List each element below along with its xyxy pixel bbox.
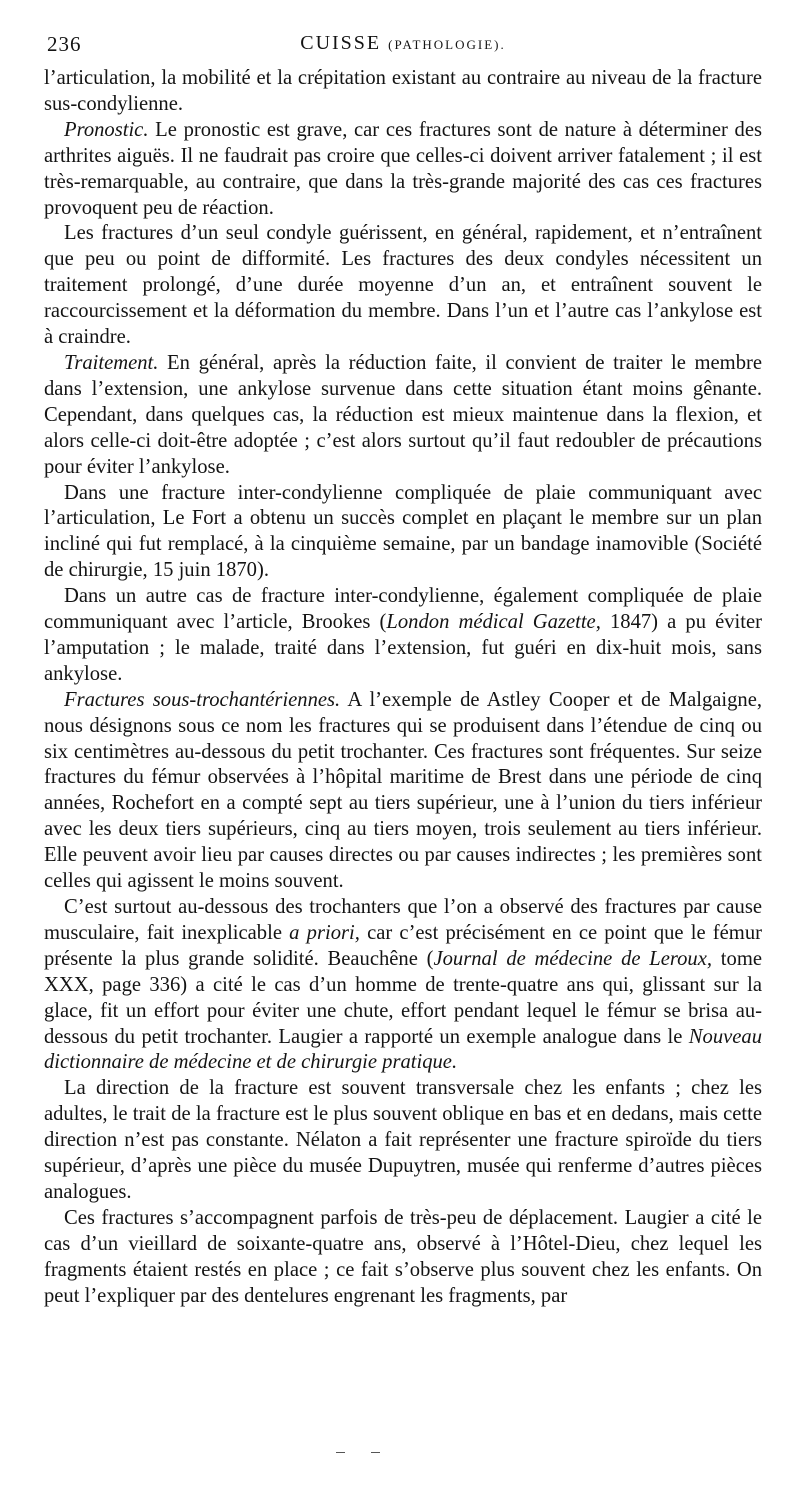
section-lead-pronostic: Pronostic.	[64, 118, 149, 141]
paragraph-traitement: Traitement. En général, après la réduction faite, il convient de traiter le membre dans l’extension, une ankylose survenue dans cette situation étant moins gênante. Cependant, dans quelques cas, la réduction est mieux maintenue dans la flexion, et alors celle-ci doit-être adoptée ; c’est alors surtout qu’il faut redoubler de précautions pour éviter l’ankylose.	[44, 351, 762, 478]
paragraph-condyle: Les fractures d’un seul condyle guérissent, en général, rapidement, et n’entraînent que peu ou point de difformité. Les fractures des deux condyles nécessitent un traitement prolongé, d’une durée moyenne d’un an, et entraînent souvent le raccourcissement et la déformation du membre. Dans l’un et l’autre cas l’ankylose est à craindre.	[44, 222, 762, 349]
running-title-subtitle: (PATHOLOGIE).	[388, 37, 506, 52]
paragraph-fracture-sus-condylienne: l’articulation, la mobilité et la crépitation existant au contraire au niveau de la fracture sus-condylienne.	[44, 67, 762, 115]
paragraph-direction: La direction de la fracture est souvent transversale chez les enfants ; chez les adultes, le trait de la fracture est le plus souvent oblique en bas et en dedans, mais cette direction n’est pas constante. Nélaton a fait représenter une fracture spiroïde du tiers supérieur, d’après une pièce du musée Dupuytren, musée qui renferme d’autres pièces analogues.	[44, 1077, 762, 1203]
body-text	[44, 66, 762, 1310]
citation-nouveau-dictionnaire: Nouveau dictionnaire de médecine et de chirurgie pratique.	[44, 1025, 762, 1074]
citation-london-medical-gazette: London médical Gazette,	[386, 611, 601, 634]
page	[44, 26, 762, 1310]
footer-dash-right	[371, 1452, 380, 1453]
paragraph-deplacement: Ces fractures s’accompagnent parfois de très-peu de déplacement. Laugier a cité le cas d’un vieillard de soixante-quatre ans, observé à l’Hôtel-Dieu, chez lequel les fragments étaient restés en place ; ce fait s’observe plus souvent chez les enfants. On peut l’expliquer par des dentelures engrenant les fragments, par	[44, 1206, 762, 1307]
running-header	[44, 26, 762, 66]
page-number: 236	[47, 32, 82, 56]
running-title	[44, 32, 762, 55]
paragraph-sous-trochanteriennes: Fractures sous-trochantériennes. A l’exemple de Astley Cooper et de Malgaigne, nous désignons sous ce nom les fractures qui se produisent dans l’étendue de cinq ou six centimètres au-dessous du petit trochanter. Ces fractures sont fréquentes. Sur seize fractures du fémur observées à l’hôpital maritime de Brest dans une période de cinq années, Rochefort en a compté sept au tiers supérieur, une à l’union du tiers inférieur avec les deux tiers supérieurs, cinq au tiers moyen, trois seulement au tiers inférieur. Elle peuvent avoir lieu par causes directes ou par causes indirectes ; les premières sont celles qui agissent le moins souvent.	[44, 688, 762, 893]
paragraph-cause-musculaire: C’est surtout au-dessous des trochanters que l’on a observé des fractures par cause musculaire, fait inexplicable a priori, car c’est précisément en ce point que le fémur présente la plus grande solidité. Beauchêne (Journal de médecine de Leroux, tome XXX, page 336) a cité le cas d’un homme de trente-quatre ans qui, glissant sur la glace, fit un effort pour éviter une chute, effort pendant lequel le fémur se brisa au-dessous du petit trochanter. Laugier a rapporté un exemple analogue dans le Nouveau dictionnaire de médecine et de chirurgie pratique.	[44, 896, 762, 1074]
footer-marks	[0, 1452, 800, 1462]
paragraph-le-fort: Dans une fracture inter-condylienne compliquée de plaie communiquant avec l’articulation, Le Fort a obtenu un succès complet en plaçant le membre sur un plan incliné qui fut remplacé, à la cinquième semaine, par un bandage inamovible (Société de chirurgie, 15 juin 1870).	[44, 481, 762, 582]
citation-journal-de-medecine: Journal de médecine de Leroux,	[433, 947, 713, 970]
section-lead-sous-trochanteriennes: Fractures sous-trochantériennes.	[64, 688, 341, 711]
section-lead-traitement: Traitement.	[64, 351, 159, 374]
footer-dash-left	[336, 1452, 345, 1453]
paragraph-brookes: Dans un autre cas de fracture inter-condylienne, également compliquée de plaie communiquant avec l’article, Brookes (London médical Gazette, 1847) a pu éviter l’amputation ; le malade, traité dans l’extension, fut guéri en dix-huit mois, sans ankylose.	[44, 585, 762, 685]
term-a-priori: a priori,	[289, 921, 360, 944]
paragraph-pronostic: Pronostic. Le pronostic est grave, car ces fractures sont de nature à déterminer des arthrites aiguës. Il ne faudrait pas croire que celles-ci doivent arriver fatalement ; il est très-remarquable, au contraire, que dans la très-grande majorité des cas ces fractures provoquent peu de réaction.	[44, 118, 762, 219]
running-title-main: CUISSE	[300, 32, 382, 54]
